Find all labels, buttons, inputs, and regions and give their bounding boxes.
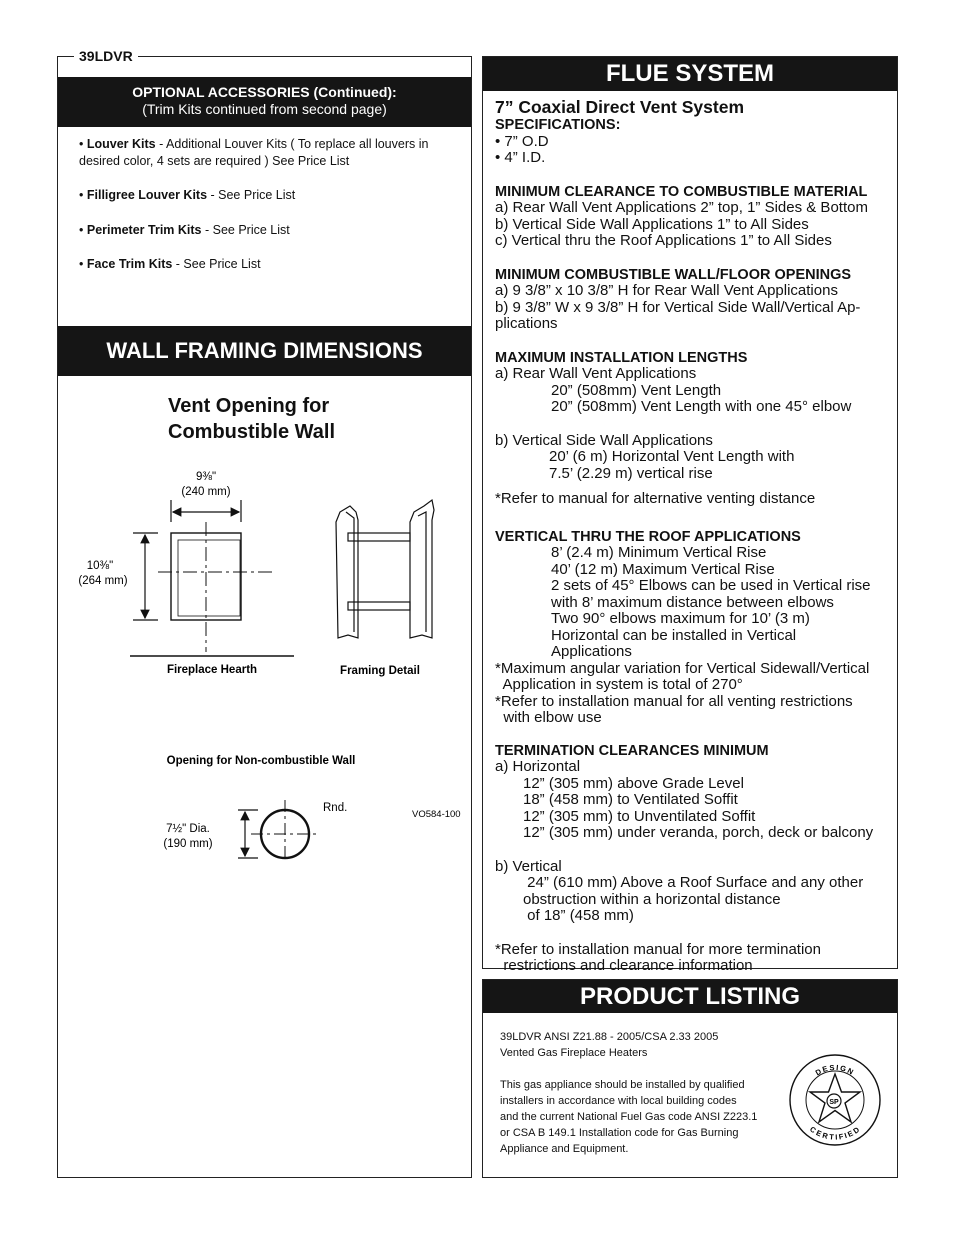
vertical-item: Applications	[551, 643, 632, 660]
vertical-note: *Refer to installation manual for all venting restrictions	[495, 692, 853, 710]
seal-bottom-text: CERTIFIED	[808, 1124, 862, 1142]
height-label: 10⅜"	[86, 560, 114, 572]
accessory-name: Filligree Louver Kits	[86, 188, 208, 202]
listing-para-line: installers in accordance with local building codes	[500, 1095, 737, 1107]
min-clearance-heading: MINIMUM CLEARANCE TO COMBUSTIBLE MATERIAL	[495, 183, 868, 200]
noncomb-title: Opening for Non-combustible Wall	[166, 755, 356, 767]
seal-star	[810, 1074, 860, 1122]
listing-para-line: This gas appliance should be installed by qualified	[500, 1079, 745, 1091]
vertical-item: 2 sets of 45° Elbows can be used in Vertical rise	[551, 577, 871, 594]
accessory-name: Face Trim Kits	[86, 257, 173, 271]
min-clearance-item: b) Vertical Side Wall Applications 1” to All Sides	[495, 215, 809, 233]
accessories-header-subtitle: (Trim Kits continued from second page)	[142, 101, 387, 117]
listing-para-line: Appliance and Equipment.	[500, 1143, 629, 1155]
termination-note: *Refer to installation manual for more termination	[495, 940, 821, 958]
max-length-b-item: 7.5’ (2.29 m) vertical rise	[549, 464, 713, 482]
max-length-b-item: 20’ (6 m) Horizontal Vent Length with	[549, 448, 795, 465]
termination-a-item: 12” (305 mm) above Grade Level	[523, 774, 744, 792]
accessories-header-title: OPTIONAL ACCESSORIES (Continued):	[132, 84, 397, 100]
vertical-note: with elbow use	[495, 709, 602, 726]
width-label: 9⅜"	[195, 471, 217, 483]
max-length-a-item: 20” (508mm) Vent Length	[551, 381, 722, 399]
diagram-title	[168, 393, 335, 445]
vertical-note: Application in system is total of 270°	[495, 676, 743, 693]
vertical-item: 40’ (12 m) Maximum Vertical Rise	[551, 560, 775, 578]
spec-heading: SPECIFICATIONS:	[495, 117, 621, 133]
height-mm-label: (264 mm)	[78, 575, 128, 587]
vertical-note: *Maximum angular variation for Vertical Sidewall/Vertical	[495, 659, 870, 677]
termination-b-item: 24” (610 mm) Above a Roof Surface and any other	[523, 874, 864, 891]
termination-b-item: of 18” (458 mm)	[523, 907, 634, 924]
accessory-name: Louver Kits	[86, 137, 156, 151]
min-clearance-item: a) Rear Wall Vent Applications 2” top, 1” Sides & Bottom	[495, 199, 868, 216]
termination-a-item: 12” (305 mm) to Unventilated Soffit	[523, 807, 756, 825]
spec-item: • 4” I.D.	[495, 149, 546, 166]
flue-subtitle: 7” Coaxial Direct Vent System	[495, 97, 744, 117]
accessories-header	[58, 77, 471, 127]
termination-b-item: obstruction within a horizontal distance	[523, 890, 781, 908]
ref-code: VO584-100	[412, 809, 461, 820]
accessory-name: Perimeter Trim Kits	[86, 223, 202, 237]
flue-system-header: FLUE SYSTEM	[483, 57, 897, 91]
listing-category: Vented Gas Fireplace Heaters	[500, 1047, 648, 1059]
listing-para-line: and the current National Fuel Gas code ANSI Z223.1	[500, 1111, 758, 1123]
listing-standard: 39LDVR ANSI Z21.88 - 2005/CSA 2.33 2005	[500, 1031, 719, 1043]
opening-inner	[178, 540, 240, 616]
vertical-item: Horizontal can be installed in Vertical	[551, 626, 797, 644]
seal-center-text: SP	[829, 1099, 839, 1106]
dia-mm-label: (190 mm)	[163, 838, 213, 850]
accessory-item: • Louver Kits - Additional Louver Kits ( To replace all louvers in desired color, 4 sets are required ) See Price List	[79, 137, 429, 168]
listing-para-line: or CSA B 149.1 Installation code for Gas Burning	[500, 1127, 739, 1139]
termination-a-item: 18” (458 mm) to Ventilated Soffit	[523, 791, 738, 808]
diagram-title-line1: Vent Opening for	[168, 395, 330, 417]
accessory-desc: - See Price List	[172, 257, 261, 271]
design-certified-seal-icon	[787, 1052, 883, 1148]
openings-item: plications	[495, 315, 558, 332]
flue-content	[495, 97, 895, 975]
termination-a: a) Horizontal	[495, 758, 581, 775]
listing-text	[500, 1029, 757, 1157]
dia-label: 7½" Dia.	[166, 823, 210, 835]
accessory-desc: - See Price List	[207, 188, 296, 202]
min-clearance-item: c) Vertical thru the Roof Applications 1” to All Sides	[495, 232, 832, 249]
accessory-item: • Perimeter Trim Kits - See Price List	[79, 223, 290, 237]
vertical-item: Two 90° elbows maximum for 10’ (3 m)	[551, 610, 810, 627]
accessory-desc: - See Price List	[201, 223, 290, 237]
diagram-title-line2: Combustible Wall	[168, 421, 336, 443]
accessory-desc: - Additional Louver Kits ( To replace all louvers in desired color, 4 sets are required ) See Price List	[79, 137, 429, 168]
vertical-item: with 8’ maximum distance between elbows	[551, 593, 834, 611]
width-mm-label: (240 mm)	[181, 486, 231, 498]
max-length-a: a) Rear Wall Vent Applications	[495, 365, 697, 382]
max-length-heading: MAXIMUM INSTALLATION LENGTHS	[495, 349, 748, 366]
openings-item: b) 9 3/8” W x 9 3/8” H for Vertical Side Wall/Vertical Ap-	[495, 298, 861, 316]
accessory-item: • Filligree Louver Kits - See Price List	[79, 188, 296, 202]
product-listing-header: PRODUCT LISTING	[483, 980, 897, 1013]
termination-b: b) Vertical	[495, 857, 562, 875]
openings-item: a) 9 3/8” x 10 3/8” H for Rear Wall Vent Applications	[495, 282, 838, 299]
seal-top-text: DESIGN	[813, 1062, 857, 1078]
max-length-b: b) Vertical Side Wall Applications	[495, 431, 713, 449]
wall-framing-header: WALL FRAMING DIMENSIONS	[58, 326, 471, 376]
openings-heading: MINIMUM COMBUSTIBLE WALL/FLOOR OPENINGS	[495, 266, 852, 283]
termination-heading: TERMINATION CLEARANCES MINIMUM	[495, 742, 769, 759]
accessory-item: • Face Trim Kits - See Price List	[79, 257, 261, 271]
vertical-heading: VERTICAL THRU THE ROOF APPLICATIONS	[495, 528, 801, 545]
hearth-label: Fireplace Hearth	[166, 664, 258, 676]
max-length-note: *Refer to manual for alternative venting distance	[495, 490, 816, 507]
max-length-a-item: 20” (508mm) Vent Length with one 45° elbow	[551, 398, 852, 415]
rnd-label: Rnd.	[323, 802, 348, 814]
framing-label: Framing Detail	[340, 665, 420, 677]
termination-a-item: 12” (305 mm) under veranda, porch, deck or balcony	[523, 824, 874, 841]
model-tag: 39LDVR	[74, 48, 138, 64]
framing-detail-drawing	[336, 500, 434, 638]
vent-opening-diagram	[58, 460, 471, 860]
vertical-item: 8’ (2.4 m) Minimum Vertical Rise	[551, 544, 767, 561]
spec-item: • 7” O.D	[495, 132, 549, 150]
termination-note: restrictions and clearance information	[495, 957, 753, 974]
